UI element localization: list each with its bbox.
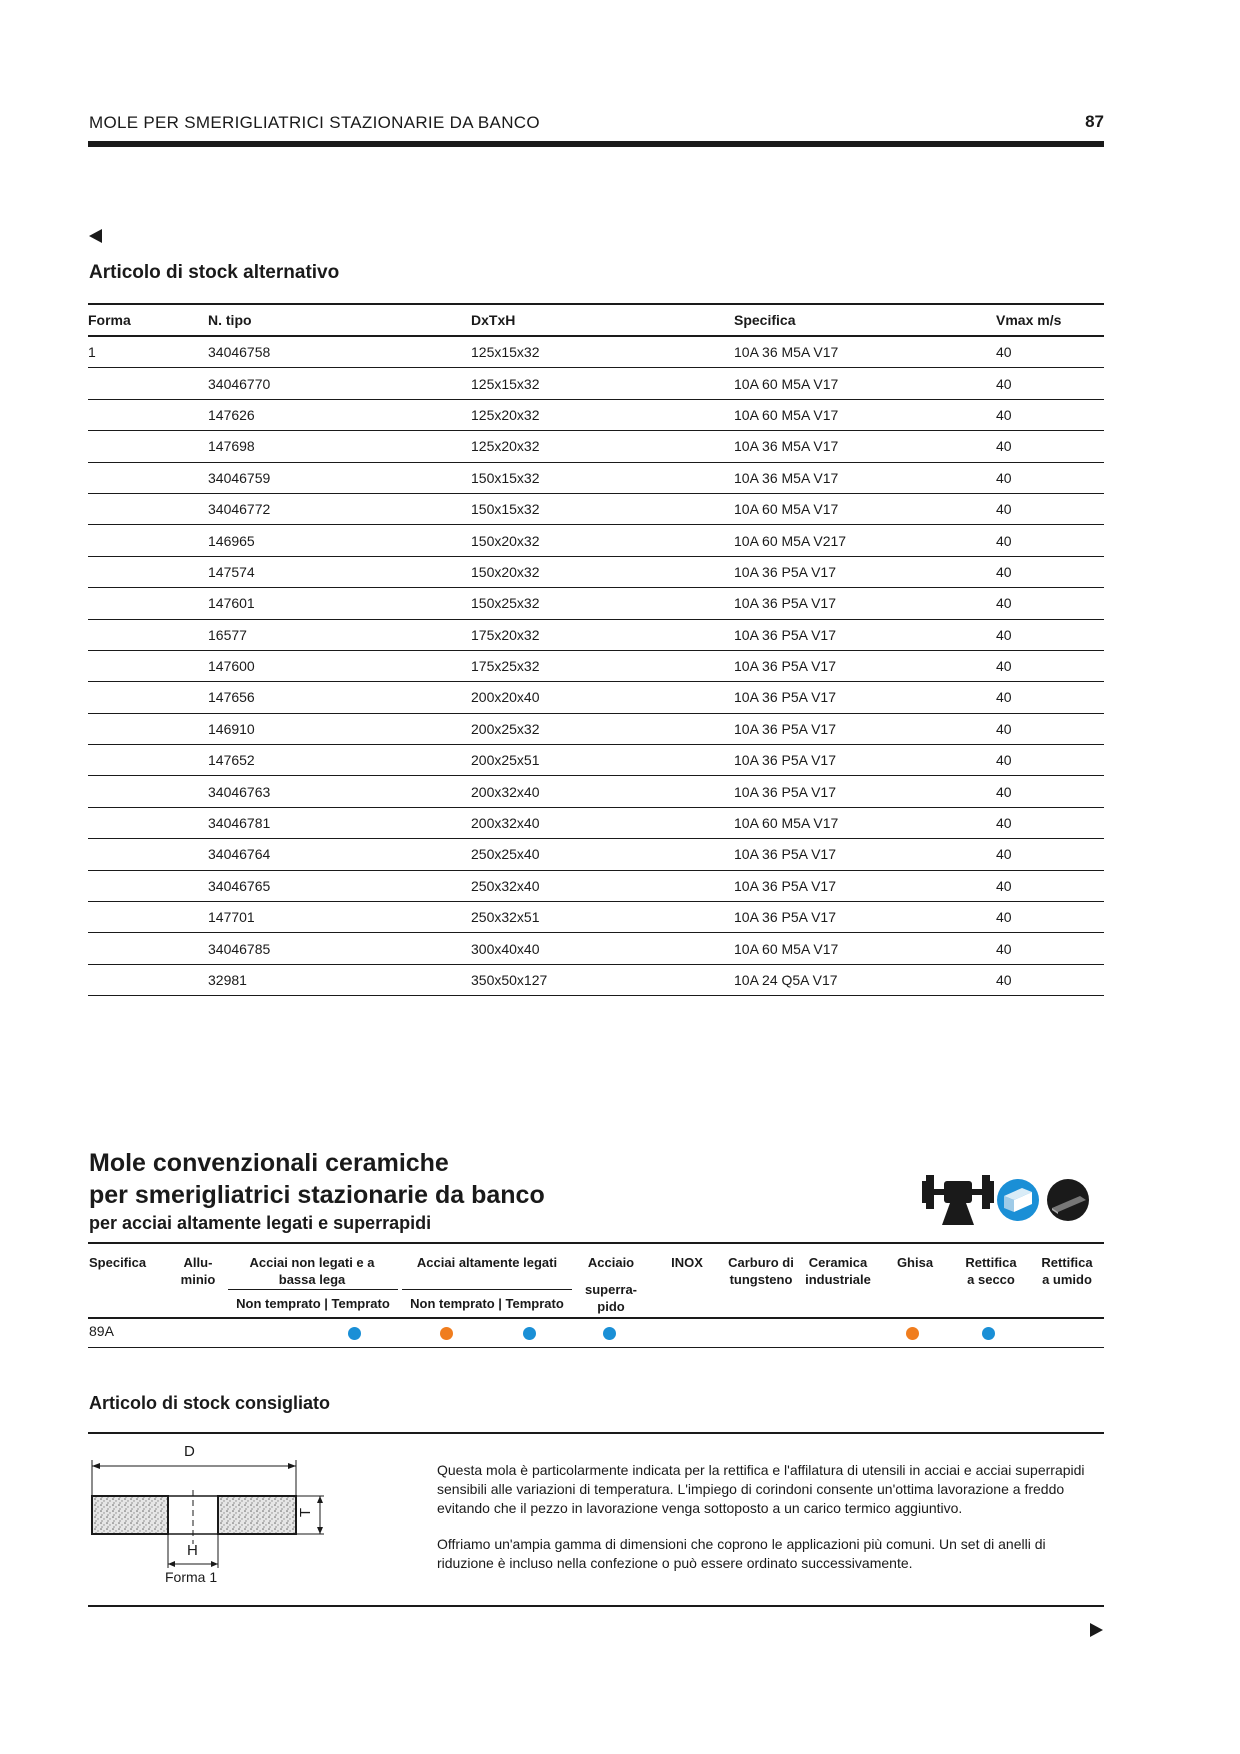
table-cell: 40: [996, 556, 1104, 587]
table-row: [88, 588, 1104, 619]
table-cell: 40: [996, 839, 1104, 870]
app-col-inox: INOX: [671, 1255, 703, 1270]
table-cell: 150x20x32: [471, 556, 734, 587]
table-cell: [88, 399, 208, 430]
app-col-ceramica: [800, 1254, 876, 1288]
table-cell: [88, 933, 208, 964]
table-cell: 10A 60 M5A V17: [734, 807, 996, 838]
table-cell: 10A 36 M5A V17: [734, 336, 996, 368]
table-cell: 34046758: [208, 336, 471, 368]
stock-alt-title: Articolo di stock alternativo: [89, 262, 340, 283]
table-cell: 200x32x40: [471, 776, 734, 807]
table-cell: 10A 36 P5A V17: [734, 588, 996, 619]
application-rule-mid: [88, 1317, 1104, 1319]
table-row: [88, 745, 1104, 776]
app-col-nonlegati-1: Acciai non legati e a: [249, 1255, 375, 1270]
page-number: 87: [1085, 112, 1104, 131]
dot-nonlegati-temprato: [348, 1327, 361, 1340]
table-row: [88, 368, 1104, 399]
table-cell: 200x25x32: [471, 713, 734, 744]
table-cell: 34046764: [208, 839, 471, 870]
table-cell: 125x15x32: [471, 368, 734, 399]
table-cell: 250x25x40: [471, 839, 734, 870]
col-vmax: Vmax m/s: [996, 304, 1104, 336]
nonlegati-underline: [228, 1289, 398, 1290]
table-cell: 10A 60 M5A V17: [734, 933, 996, 964]
table-cell: [88, 807, 208, 838]
table-cell: 10A 36 M5A V17: [734, 431, 996, 462]
table-cell: 40: [996, 870, 1104, 901]
table-cell: 34046785: [208, 933, 471, 964]
col-n-tipo: N. tipo: [208, 304, 471, 336]
table-cell: 125x15x32: [471, 336, 734, 368]
table-cell: [88, 745, 208, 776]
table-cell: 175x25x32: [471, 650, 734, 681]
stock-cons-title: Articolo di stock consigliato: [89, 1393, 331, 1413]
dot-altamente-nontemprato: [440, 1327, 453, 1340]
table-cell: 1: [88, 336, 208, 368]
table-cell: 147698: [208, 431, 471, 462]
app-col-ceramica-2: industriale: [805, 1272, 871, 1287]
table-row: [88, 933, 1104, 964]
table-cell: 34046759: [208, 462, 471, 493]
table-cell: 200x25x51: [471, 745, 734, 776]
app-col-alluminio: [172, 1254, 224, 1288]
table-cell: [88, 368, 208, 399]
app-col-carburo: [724, 1254, 798, 1288]
diagram-label-d: D: [184, 1443, 195, 1460]
table-header-row: [88, 304, 1104, 336]
col-specifica: Specifica: [734, 304, 996, 336]
table-row: [88, 525, 1104, 556]
app-col-acciaio: Acciaio: [587, 1255, 635, 1270]
dot-altamente-temprato: [523, 1327, 536, 1340]
table-cell: 40: [996, 776, 1104, 807]
app-col-specifica: Specifica: [89, 1255, 147, 1270]
table-cell: 147652: [208, 745, 471, 776]
section-title: [89, 1147, 545, 1211]
table-cell: 40: [996, 807, 1104, 838]
table-cell: 10A 60 M5A V217: [734, 525, 996, 556]
table-cell: 40: [996, 619, 1104, 650]
table-cell: 175x20x32: [471, 619, 734, 650]
table-cell: 200x20x40: [471, 682, 734, 713]
app-sub-acciaio-1: superra-: [584, 1282, 638, 1297]
table-row: [88, 964, 1104, 995]
app-col-nonlegati: [228, 1254, 396, 1288]
table-cell: 10A 36 P5A V17: [734, 650, 996, 681]
table-cell: [88, 556, 208, 587]
table-cell: 40: [996, 650, 1104, 681]
table-cell: 125x20x32: [471, 431, 734, 462]
description-p1: Questa mola è particolarmente indicata per la rettifica e l'affilatura di utensili in acciai e acciai superrapidi sensibili alle variazioni di temperatura. L'impiego di corindoni consente un'ottima lavorazione a freddo evitando che il pezzo in lavorazione venga sottoposto a un carico termico aggiuntivo.: [437, 1462, 1085, 1516]
header-rule: [88, 141, 1104, 147]
table-cell: 40: [996, 745, 1104, 776]
app-col-rettifica-secco-1: Rettifica: [965, 1255, 1017, 1270]
table-row: [88, 870, 1104, 901]
table-cell: [88, 431, 208, 462]
table-cell: 16577: [208, 619, 471, 650]
table-row: [88, 650, 1104, 681]
running-header: MOLE PER SMERIGLIATRICI STAZIONARIE DA BANCO: [89, 113, 540, 132]
hss-tool-icon: [1046, 1178, 1090, 1222]
table-cell: 10A 60 M5A V17: [734, 368, 996, 399]
table-cell: [88, 650, 208, 681]
table-cell: 10A 24 Q5A V17: [734, 964, 996, 995]
app-sub-acciaio-2: pido: [597, 1299, 625, 1314]
table-cell: 150x15x32: [471, 493, 734, 524]
steel-beam-icon: [996, 1178, 1040, 1222]
table-cell: 34046770: [208, 368, 471, 399]
col-forma: Forma: [88, 304, 208, 336]
table-row: [88, 336, 1104, 368]
table-cell: 40: [996, 462, 1104, 493]
table-cell: 350x50x127: [471, 964, 734, 995]
table-cell: [88, 682, 208, 713]
table-cell: 40: [996, 588, 1104, 619]
table-cell: [88, 588, 208, 619]
table-cell: 40: [996, 713, 1104, 744]
app-col-nonlegati-2: bassa lega: [278, 1272, 346, 1287]
table-cell: 200x32x40: [471, 807, 734, 838]
table-cell: 34046772: [208, 493, 471, 524]
table-row: [88, 839, 1104, 870]
col-dxtxh: DxTxH: [471, 304, 734, 336]
diagram-label-t: T: [297, 1507, 315, 1518]
table-cell: 125x20x32: [471, 399, 734, 430]
table-cell: 250x32x51: [471, 902, 734, 933]
app-col-carburo-1: Carburo di: [728, 1255, 794, 1270]
table-cell: 10A 36 P5A V17: [734, 556, 996, 587]
table-row: [88, 556, 1104, 587]
table-cell: [88, 619, 208, 650]
app-sub-nonlegati: Non temprato | Temprato: [236, 1296, 390, 1311]
table-cell: 10A 36 P5A V17: [734, 776, 996, 807]
table-cell: 150x15x32: [471, 462, 734, 493]
table-cell: 40: [996, 902, 1104, 933]
app-col-alluminio-2: minio: [180, 1272, 216, 1287]
table-cell: [88, 839, 208, 870]
table-cell: 10A 36 P5A V17: [734, 902, 996, 933]
table-row: [88, 776, 1104, 807]
table-cell: 147626: [208, 399, 471, 430]
table-cell: 147701: [208, 902, 471, 933]
table-cell: 10A 36 M5A V17: [734, 462, 996, 493]
app-col-carburo-2: tungsteno: [729, 1272, 793, 1287]
table-cell: [88, 525, 208, 556]
table-cell: [88, 493, 208, 524]
table-cell: 10A 36 P5A V17: [734, 682, 996, 713]
table-cell: 147601: [208, 588, 471, 619]
table-row: [88, 682, 1104, 713]
table-cell: [88, 713, 208, 744]
table-cell: 40: [996, 964, 1104, 995]
description: [437, 1461, 1105, 1590]
table-cell: [88, 462, 208, 493]
app-col-alluminio-1: Allu-: [183, 1255, 213, 1270]
table-cell: [88, 902, 208, 933]
table-cell: [88, 964, 208, 995]
dot-rettifica-secco: [982, 1327, 995, 1340]
table-cell: [88, 776, 208, 807]
diagram-rule-bottom: [88, 1605, 1104, 1607]
section-title-line2: per smerigliatrici stazionarie da banco: [89, 1181, 545, 1209]
table-cell: 250x32x40: [471, 870, 734, 901]
table-cell: 40: [996, 399, 1104, 430]
table-cell: 34046781: [208, 807, 471, 838]
app-sub-acciaio: [576, 1281, 646, 1315]
dot-acciaio-superrapido: [603, 1327, 616, 1340]
table-cell: 10A 36 P5A V17: [734, 713, 996, 744]
table-cell: 40: [996, 933, 1104, 964]
next-arrow-icon[interactable]: [1090, 1623, 1103, 1637]
app-col-ceramica-1: Ceramica: [808, 1255, 868, 1270]
table-row: [88, 619, 1104, 650]
previous-arrow-icon[interactable]: [89, 229, 102, 243]
table-row: [88, 462, 1104, 493]
table-cell: 40: [996, 493, 1104, 524]
table-cell: 10A 36 P5A V17: [734, 619, 996, 650]
app-col-rettifica-umido: [1032, 1254, 1102, 1288]
table-cell: 40: [996, 368, 1104, 399]
table-cell: 10A 36 P5A V17: [734, 745, 996, 776]
table-cell: 146910: [208, 713, 471, 744]
table-cell: 10A 60 M5A V17: [734, 399, 996, 430]
app-col-altamente: Acciai altamente legati: [416, 1255, 558, 1270]
table-cell: 146965: [208, 525, 471, 556]
application-rule-top: [88, 1242, 1104, 1244]
table-cell: 147574: [208, 556, 471, 587]
altamente-underline: [402, 1289, 572, 1290]
app-col-rettifica-secco-2: a secco: [967, 1272, 1015, 1287]
app-col-rettifica-secco: [956, 1254, 1026, 1288]
table-row: [88, 431, 1104, 462]
table-cell: 10A 36 P5A V17: [734, 839, 996, 870]
table-cell: 40: [996, 336, 1104, 368]
table-cell: 147600: [208, 650, 471, 681]
table-row: [88, 493, 1104, 524]
table-row: [88, 902, 1104, 933]
table-cell: 150x20x32: [471, 525, 734, 556]
diagram-caption: Forma 1: [165, 1569, 218, 1585]
table-cell: 32981: [208, 964, 471, 995]
app-sub-altamente: Non temprato | Temprato: [410, 1296, 564, 1311]
app-row-label: 89A: [89, 1323, 114, 1339]
table-cell: 147656: [208, 682, 471, 713]
table-cell: 40: [996, 682, 1104, 713]
table-cell: 150x25x32: [471, 588, 734, 619]
app-col-rettifica-umido-1: Rettifica: [1041, 1255, 1093, 1270]
table-cell: 40: [996, 431, 1104, 462]
dot-ghisa: [906, 1327, 919, 1340]
diagram-rule-top: [88, 1432, 1104, 1434]
table-cell: 300x40x40: [471, 933, 734, 964]
application-rule-bottom: [88, 1347, 1104, 1348]
table-cell: 10A 36 P5A V17: [734, 870, 996, 901]
table-cell: 34046765: [208, 870, 471, 901]
table-row: [88, 807, 1104, 838]
table-row: [88, 713, 1104, 744]
section-subtitle: per acciai altamente legati e superrapidi: [89, 1213, 432, 1233]
description-p2: Offriamo un'ampia gamma di dimensioni che coprono le applicazioni più comuni. Un set di anelli di riduzione è incluso nella confezione o può essere ordinato successivamente.: [437, 1536, 1046, 1571]
table-cell: 10A 60 M5A V17: [734, 493, 996, 524]
table-row: [88, 399, 1104, 430]
app-col-ghisa: Ghisa: [896, 1255, 934, 1270]
table-cell: [88, 870, 208, 901]
app-col-rettifica-umido-2: a umido: [1042, 1272, 1092, 1287]
diagram-label-h: H: [187, 1542, 198, 1559]
table-cell: 40: [996, 525, 1104, 556]
table-cell: 34046763: [208, 776, 471, 807]
bench-grinder-icon: [922, 1171, 994, 1227]
stock-alt-table: [88, 303, 1104, 996]
section-title-line1: Mole convenzionali ceramiche: [89, 1149, 449, 1177]
